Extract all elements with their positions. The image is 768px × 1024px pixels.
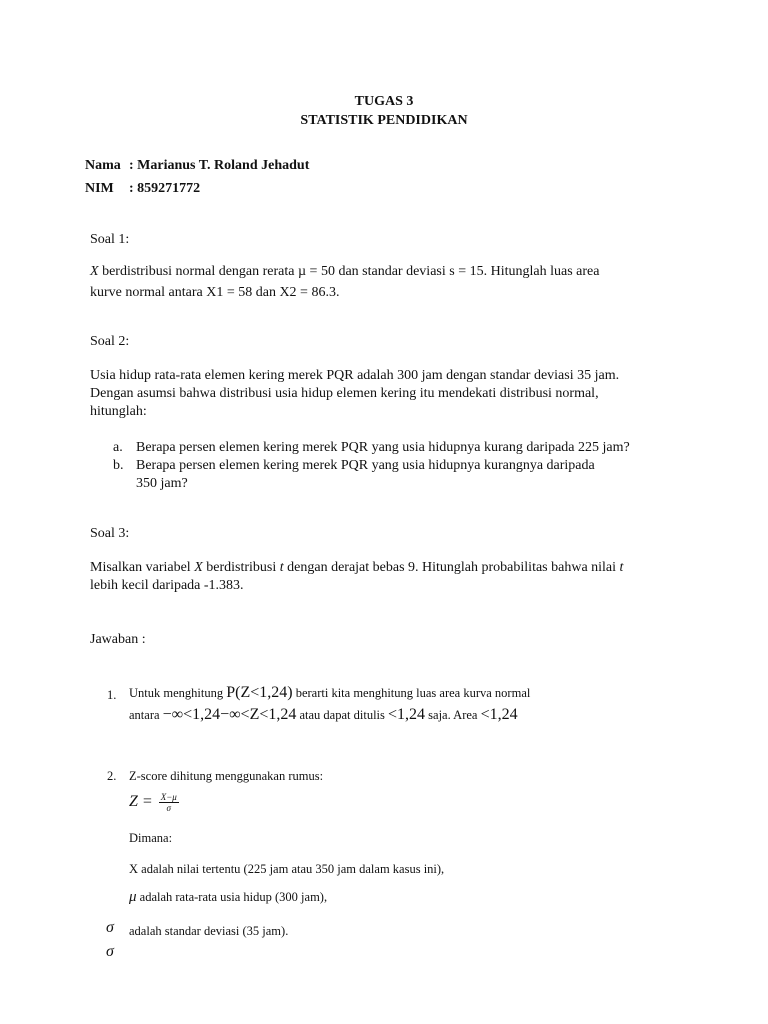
soal1-heading: Soal 1: <box>90 232 130 247</box>
ans1-line1 <box>129 684 530 702</box>
soal3-var-x: X <box>194 560 203 575</box>
ans1-math-1: P(Z<1,24) <box>226 684 293 701</box>
soal2-item-a-marker: a. <box>113 440 123 455</box>
soal3-line2: lebih kecil daripada -1.383. <box>90 578 244 593</box>
mu-symbol: μ <box>129 889 137 905</box>
soal3-text-b: berdistribusi <box>202 560 280 575</box>
ans2-marker: 2. <box>107 769 117 783</box>
z-formula <box>129 792 179 813</box>
ans2-mu-text: adalah rata-rata usia hidup (300 jam), <box>136 890 328 904</box>
sigma-symbol-2: σ <box>106 943 114 960</box>
name-value: : Marianus T. Roland Jehadut <box>129 158 310 173</box>
soal2-item-a-text: Berapa persen elemen kering merek PQR yang usia hidupnya kurang daripada 225 jam? <box>136 440 630 455</box>
doc-title-2: STATISTIK PENDIDIKAN <box>300 113 468 128</box>
soal2-item-b-text-2: 350 jam? <box>136 476 188 491</box>
ans1-math-2: −∞<1,24−∞<Z<1,24 <box>162 706 297 723</box>
z-formula-denominator: σ <box>166 803 171 813</box>
ans1-text-b: berarti kita menghitung luas area kurva normal <box>292 686 531 700</box>
ans1-marker: 1. <box>107 688 117 702</box>
soal1-line1-text: berdistribusi normal dengan rerata µ = 50 dan standar deviasi s = 15. Hitunglah luas area <box>98 264 600 279</box>
soal1-line1 <box>90 264 599 280</box>
soal3-var-t2: t <box>619 560 624 575</box>
soal2-item-b-marker: b. <box>113 458 124 473</box>
ans1-text-e: saja. Area <box>425 708 481 722</box>
soal1-var: X <box>90 264 99 279</box>
ans1-text-a: Untuk menghitung <box>129 686 227 700</box>
soal3-line1 <box>90 560 623 576</box>
soal3-heading: Soal 3: <box>90 526 130 541</box>
ans2-sigma-line: adalah standar deviasi (35 jam). <box>129 924 289 938</box>
z-formula-lhs: Z = <box>129 793 153 811</box>
ans1-text-d: atau dapat ditulis <box>296 708 389 722</box>
soal2-line2: Dengan asumsi bahwa distribusi usia hidup elemen kering itu mendekati distribusi normal, <box>90 386 599 401</box>
doc-title-1: TUGAS 3 <box>354 94 414 109</box>
soal2-line3: hitunglah: <box>90 404 147 419</box>
soal3-text-c: dengan derajat bebas 9. Hitunglah probabilitas bahwa nilai <box>283 560 620 575</box>
ans2-x-line: X adalah nilai tertentu (225 jam atau 350 jam dalam kasus ini), <box>129 862 445 876</box>
soal2-heading: Soal 2: <box>90 334 130 349</box>
ans1-math-4: <1,24 <box>480 706 518 723</box>
nim-value: : 859271772 <box>129 181 201 196</box>
ans1-line2 <box>129 706 518 724</box>
soal3-var-t: t <box>279 560 284 575</box>
ans1-math-3: <1,24 <box>388 706 426 723</box>
nim-label: NIM <box>85 181 114 196</box>
z-formula-fraction <box>159 792 179 813</box>
soal1-line2: kurve normal antara X1 = 58 dan X2 = 86.3. <box>90 285 340 300</box>
soal2-item-b-text-1: Berapa persen elemen kering merek PQR yang usia hidupnya kurangnya daripada <box>136 458 595 473</box>
ans1-text-c: antara <box>129 708 163 722</box>
soal3-text-a: Misalkan variabel <box>90 560 195 575</box>
sigma-symbol: σ <box>106 919 114 936</box>
ans2-dimana: Dimana: <box>129 831 173 845</box>
ans2-mu-line <box>129 889 327 906</box>
z-formula-numerator: X−μ <box>160 792 177 802</box>
name-label: Nama <box>85 158 121 173</box>
soal2-line1: Usia hidup rata-rata elemen kering merek PQR adalah 300 jam dengan standar deviasi 35 jam. <box>90 368 620 383</box>
jawaban-heading: Jawaban : <box>90 632 146 647</box>
ans2-line1: Z-score dihitung menggunakan rumus: <box>129 769 324 783</box>
